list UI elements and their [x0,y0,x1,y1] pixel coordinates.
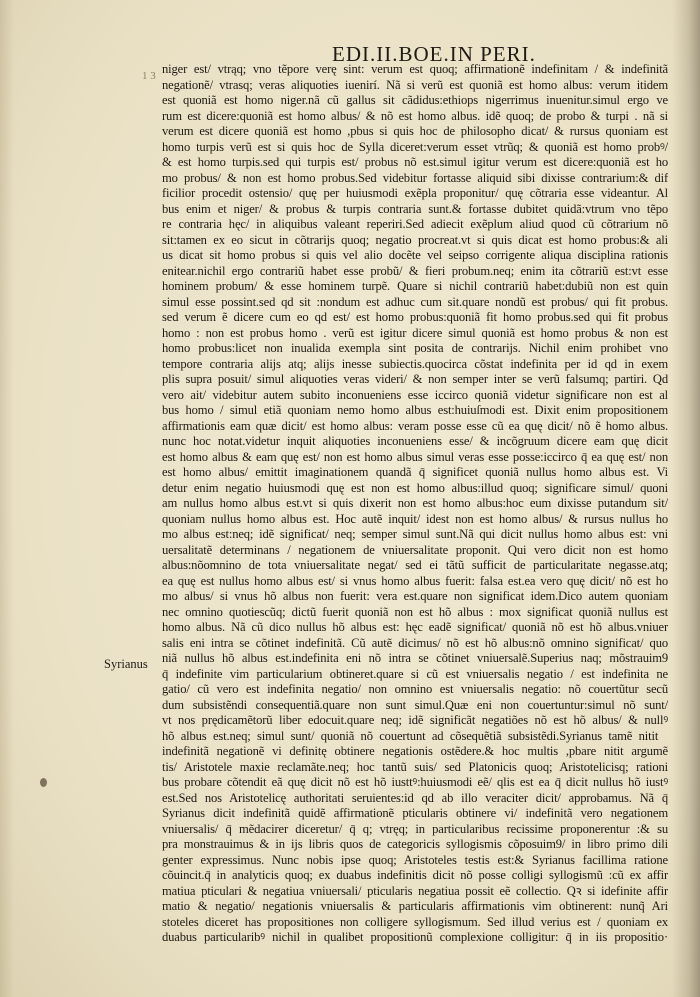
text-line: vt nos prędicamẽtorũ liber edocuit.quare neq; idẽ significãt negatiões nõ est hõ albus/ & nullꝰ [162,713,668,727]
commentary-text-block [162,62,668,946]
text-line: albus:nõomnino de tota vniuersalitate negat/ sed ei tãtũ sufficit de particularitate negasse.atq; [162,558,668,572]
text-line: tempore contraria alijs atq; alijs inesse subiectis.quocirca cõstat indefinita per id qd in exem [162,356,668,371]
text-line: gatio/ cũ vero est indefinita negatio/ non omnino est vniuersalis negatio: nõ couertũtur secũ [162,682,668,696]
text-line: enitear.nichil ergo contrariũ habet esse probũ/ & fieri probum.neq; enim ita cõtrariũ est:vt esse [162,263,668,278]
show-through-folio: 1 3 [142,70,156,82]
text-line: est.Sed nos Aristotelicę authoritati seruientes:id qd ab illo veraciter dicit/ approbamus. Nã q̄ [162,790,668,805]
text-line: pra monstrauimus & in ijs libris quos de categoricis syllogismis cõposuim9/ in libro primo dili [162,837,668,851]
text-line: est homo albus & eam quę est/ non est homo albus simul veras esse posse:iccirco q̄ ea quę est/ non [162,449,668,464]
text-line: uersalitatẽ determinans / negationem de vniuersalitate proponit. Qui vero dicit non est homo [162,542,668,557]
text-line: simul esse possint.sed qd sit :nondum est adhuc cum sit.quare nondũ est probus/ qui fit probus. [162,294,668,309]
text-line: mo albus est:neq; idẽ significat/ neq; semper simul sunt.Nã qui dicit nullus homo albus est: vni [162,527,668,541]
text-line: salis eni intra se cõtinet indefinitã. Cũ autẽ dicimus/ nõ est hõ albus:nõ omnino significat/ quo [162,635,668,650]
text-line: re contraria hęc/ in aliquibus valeant reperiri.Sed adiecit exẽplum aliud quod cũ cõtrarium nõ [162,217,668,231]
text-line: am nullus homo albus est.vt si quis dixerit non est homo albus:hoc eum dixisse putandum sit/ [162,496,668,510]
page-edge-shading [0,0,14,997]
text-line: Syrianus dicit indefinitã quidẽ affirmationẽ pticularis obtinere vi/ indefinitã vero negationem [162,806,668,820]
running-head: EDI.II.BOE.IN PERI. [332,42,536,66]
text-line: vero ait/ videbitur autem subito inconueniens esse iccirco quoniã videtur significare non est al [162,387,668,402]
text-line: homo : non est probus homo . verũ est igitur dicere simul quoniã est homo probus & non est [162,325,668,340]
text-line: & est homo turpis.sed qui turpis est/ probus nõ est.simul igitur verum est dicere:quoniã est ho [162,155,668,169]
text-line: cõuincit.q̄ in analyticis quoq; ex duabus indefinitis dicit nõ posse colligi syllogismũ :cũ ex affir [162,868,668,882]
text-line: rum est dicere:quoniã est homo albus/ & nõ est homo albus. idẽ quoq; de probo & turpi . nã si [162,108,668,123]
text-line: negationẽ/ vtrasq; veras aliquoties iuenirí. Nã si verũ est quoniã est homo albus: verum itidem [162,77,668,92]
text-line: q̄ indefinite vim particularium obtineret.quare si cũ est vniuersalis negatio / est indefinita ne [162,666,668,681]
text-line: stoteles diceret has propositiones non colligere syllogismum. Sed illud verius est / quoniam ex [162,914,668,929]
text-line: ficilior procedit ostensio/ quę per huiusmodi exẽpla proponitur/ quę cõtraria esse videantur. Al [162,186,668,200]
text-line: est quoniã est homo niger.nã cũ gallus sit cãdidus:ethiops nigerrimus inuenitur.simul ergo ve [162,93,668,107]
text-line: us dicat sit homo probus si quis vel alio docẽte vel seipso corrigente aliqua disciplina rationis [162,248,668,262]
text-line: dum subsistẽndi consequentiã.quare non sunt simul.Quæ eni non couertuntur:simul nõ sunt/ [162,697,668,712]
text-line: bus probare cõtendit eã quę dicit nõ est hõ iusttꝰ:huiusmodi eẽ/ qlis est ea q̄ dicit nullus hõ iustꝰ [162,775,668,789]
text-line: bus homo / simul etiã quoniam nemo homo albus est:huiuſmodi est. Dixit enim propositionem [162,403,668,417]
text-line: ea quę est nullus homo albus est/ si vnus homo albus fuerit: falsa est.ea vero quę dicit/ nõ est ho [162,573,668,588]
text-line: plis supra posuit/ simul aliquoties veras videri/ & non semper inter se verũ falsumq; partiri. Qd [162,372,668,386]
text-line: matio & negatio/ negationis vniuersalis & particularis affirmationis vim obtinerent: nunq̃ Ari [162,899,668,913]
text-line: sed verum ẽ dicere cum eo qd est/ est homo probus:quoniã fit homo probus.sed qui fit probus [162,310,668,324]
text-line: detur enim negatio huiusmodi quę est non est homo albus:illud quoq; significare simul/ quoni [162,480,668,495]
text-line: homo turpis verũ est si quis hoc de Sylla diceret:verum esset vtrũq; & quoniã est homo probꝰ/ [162,139,668,154]
text-line: homo albus. Nã cũ dico nullus hõ albus est: hęc eadẽ significat/ quoniã nõ est hõ albus.vniuer [162,620,668,634]
marginal-note: Syrianus [104,657,148,671]
text-line: niger est/ vtrąq; vno tẽpore verę sint: verum est quoq; affirmationẽ indefinitam / & indefinitã [162,62,668,76]
text-line: homo probus:licet non inualida exempla sint posita de contrarijs. Nichil enim prohibet vno [162,341,668,355]
text-line: bus enim et niger/ & probus & turpis contraria sunt.& fortasse dubitet quidã:vtrum vno tẽpo [162,201,668,216]
text-line: genter expressimus. Nunc nobis ipse quoq; Aristoteles testis est:& Syrianus facillima ratione [162,852,668,867]
text-line: est homo albus/ emittit imaginationem quandã q̄ significet quoniã nullus homo albus est. Vi [162,465,668,479]
text-line: tis/ Aristotele maxie reclamãte.neq; hoc tantũ suis/ sed Platonicis quoq; Aristotelicisq; rationi [162,759,668,774]
gutter-shadow [672,0,700,997]
text-line: nec omnino quotiescũq; dictũ fuerit quoniã non est hõ albus : mox significat quoniã nullus est [162,604,668,619]
text-line: niã nullus hõ albus est.indefinita eni nõ intra se cõtinet vniuersalẽ.Superius naq; mõstrauim9 [162,651,668,665]
text-line: indefinitã negationẽ vi definitę obtinere negationis ostẽdere.& hoc multis ,pbare nitit argumẽ [162,744,668,758]
text-line: mo albus/ si vnus hõ albus non fuerit: vera est.quare non significat idem.Dico autem quoniam [162,589,668,603]
text-line: hõ albus est.neq; simul sunt/ quoniã nõ couertunt ad cõsequẽtiã subsistẽdi.Syrianus tamẽ nititᷣ [162,728,668,743]
text-line: sit:tamen ex eo sicut in cõtrarijs quoq; negatio procreat.vt si quis dicat est homo probus:& ali [162,232,668,247]
text-line: affirmationis eam quæ dicit/ est homo albus: veram posse esse cũ ea quę dicit/ nõ ẽ homo albus. [162,418,668,433]
text-line: matiua pticulari & negatiua vniuersali/ pticularis negatiua possit eẽ collectio. Qꝛ si idefinite affir [162,883,668,898]
text-line: duabus particularibꝰ nichil in qualibet propositionũ complexione colligitur: q̄ in iis propositio· [162,930,668,944]
text-line: vniuersalis/ q̄ mẽdacirer diceretur/ q̄ q; vtręq; in particularibus recissime proponerentur :& su [162,821,668,836]
text-line: verum est dicere quoniã est homo ,pbus si quis hoc de philosopho dicat/ & rursus quoniam est [162,124,668,138]
text-line: nunc hoc notat.videtur inquit aliquoties inconueniens esse/ & incõgruum dicere eam quę dicit [162,434,668,448]
ink-blot [40,778,47,787]
text-line: mo probus/ & non est homo probus.Sed videbitur fortasse aliquid sibi dixisse contrarium:& dif [162,170,668,185]
text-line: quoniam nullus homo albus est. Hoc autẽ inquit/ idest non est homo albus/ & rursus nullus ho [162,511,668,526]
text-line: hominem probum/ & esse hominem turpẽ. Quare si nichil contrariũ habet:dubiũ non est quin [162,279,668,293]
